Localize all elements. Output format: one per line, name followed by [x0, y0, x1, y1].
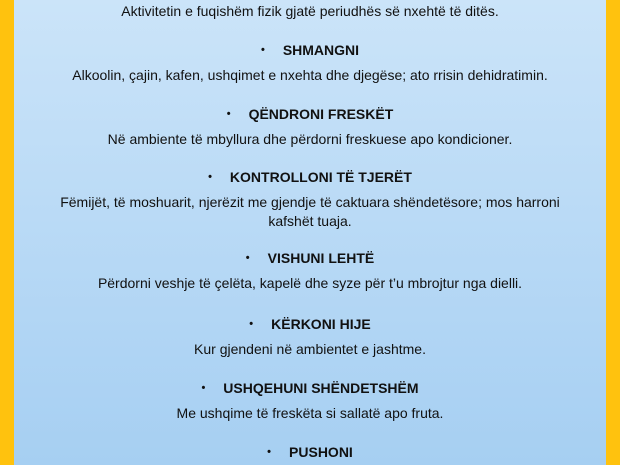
section-description: Fëmijët, të moshuarit, njerëzit me gjendje të caktuara shëndetësore; mos harroni kafshët tuaja. — [60, 194, 560, 229]
bullet-icon: • — [267, 446, 272, 458]
section-title-text: PUSHONI — [289, 444, 353, 460]
section-title-text: QËNDRONI FRESKËT — [248, 106, 394, 122]
section-stay-cool — [14, 106, 606, 149]
bullet-icon: • — [201, 382, 206, 394]
section-eat-healthy — [14, 380, 606, 423]
section-title — [14, 444, 606, 460]
section-avoid — [14, 42, 606, 85]
bullet-icon: • — [226, 108, 231, 120]
section-title — [14, 380, 606, 396]
bullet-icon: • — [208, 171, 212, 183]
section-title — [14, 250, 606, 266]
section-description: Në ambiente të mbyllura dhe përdorni freskuese apo kondicioner. — [107, 131, 513, 147]
section-dress-light — [14, 250, 606, 293]
slide-panel — [14, 0, 606, 465]
section-title-text: KËRKONI HIJE — [271, 316, 371, 332]
section-description: Me ushqime të freskëta si sallatë apo fruta. — [176, 405, 444, 421]
section-title-text: KONTROLLONI TË TJERËT — [229, 169, 412, 185]
section-title-text: USHQEHUNI SHËNDETSHËM — [223, 380, 419, 396]
intro-text: Aktivitetin e fuqishëm fizik gjatë periudhës së nxehtë të ditës. — [121, 3, 499, 19]
section-description: Alkoolin, çajin, kafen, ushqimet e nxehta dhe djegëse; ato rrisin dehidratimin. — [72, 67, 548, 83]
section-seek-shade — [14, 316, 606, 359]
intro-section — [14, 2, 606, 21]
section-description: Kur gjendeni në ambientet e jashtme. — [194, 341, 426, 357]
section-rest — [14, 444, 606, 460]
section-check-others — [14, 169, 606, 231]
section-title-text: SHMANGNI — [282, 42, 360, 58]
section-description: Përdorni veshje të çelëta, kapelë dhe syze për t’u mbrojtur nga dielli. — [97, 275, 523, 291]
section-title-text: VISHUNI LEHTË — [267, 250, 375, 266]
section-title — [14, 106, 606, 122]
section-title — [14, 316, 606, 332]
section-title — [14, 169, 606, 185]
bullet-icon: • — [249, 318, 254, 330]
bullet-icon: • — [260, 44, 265, 56]
section-title — [14, 42, 606, 58]
bullet-icon: • — [245, 252, 250, 264]
